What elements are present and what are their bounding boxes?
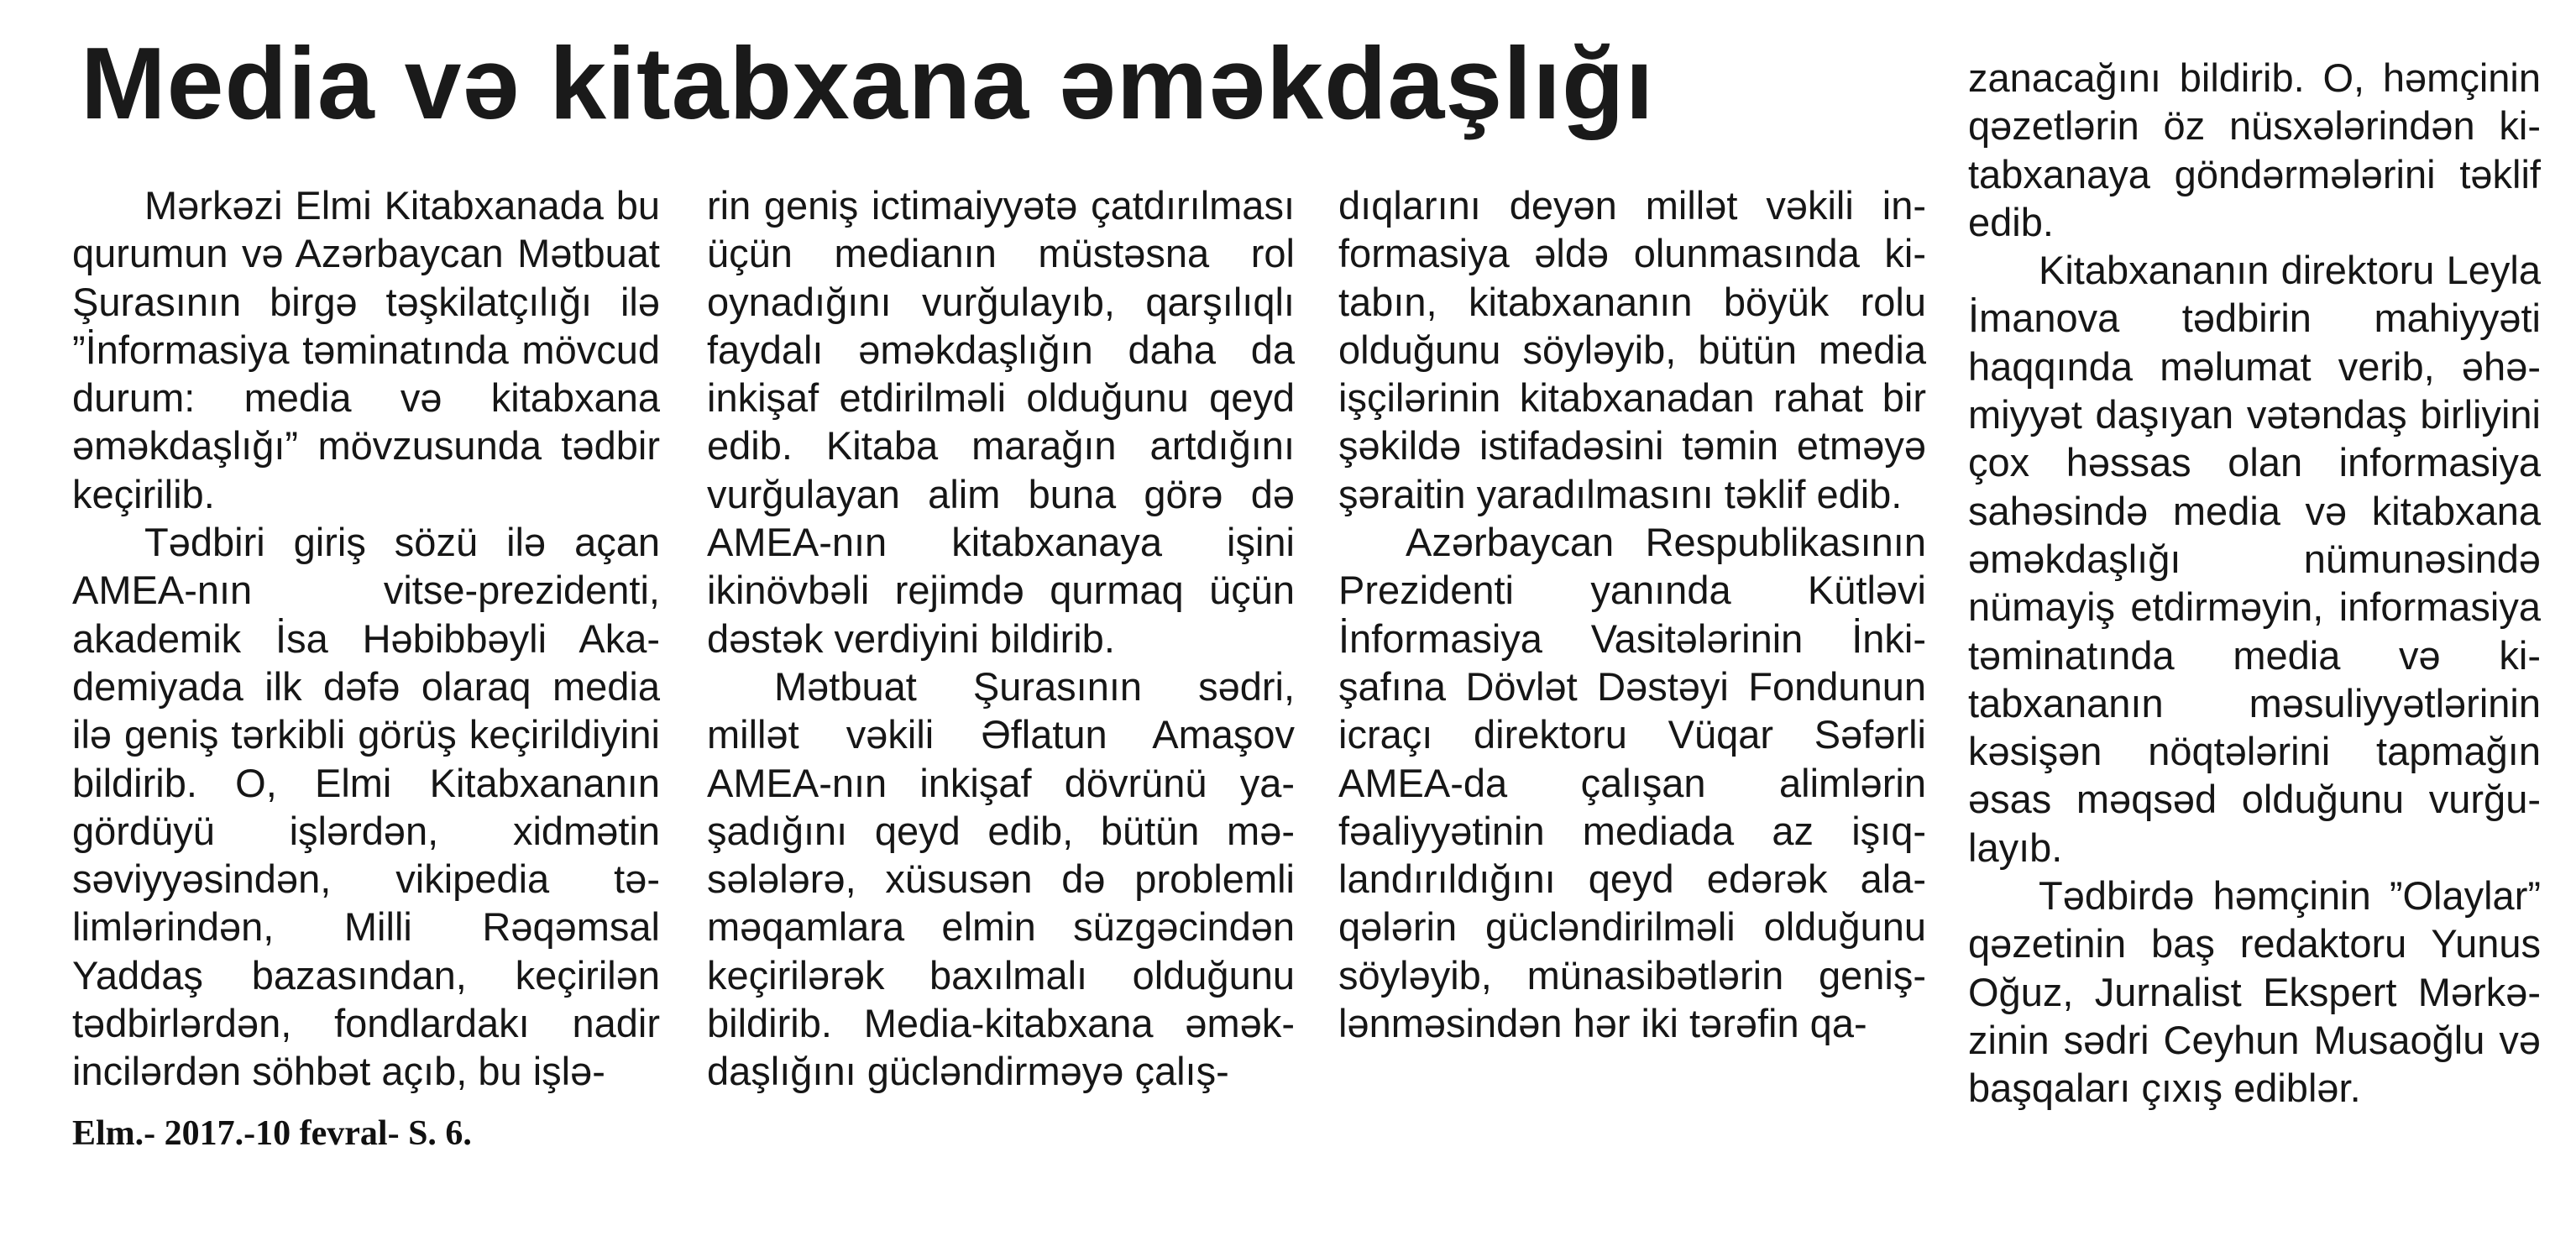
article-column-2 <box>707 181 1295 1094</box>
article-paragraph: Mətbuat Şurasının sədri, millət vəkili Əflatun Amaşov AMEA-nın inkişaf dövrünü yaşadığını qeyd edib, bütün məsələlərə, xüsusən də problemli məqamlara elmin süzgəcindən keçirilərək baxılmalı olduğunu bildirib. Media-kitabxana əməkdaşlığını gücləndirməyə çalış- <box>707 663 1295 1094</box>
article-title: Media və kitabxana əməkdaşlığı <box>81 26 1655 140</box>
article-paragraph: Tədbiri giriş sözü ilə açan AMEA-nın vitse-prezidenti, akademik İsa Həbibbəyli Akademiyada ilk dəfə olaraq media ilə geniş tərkibli görüş keçirildiyini bildirib. O, Elmi Kitabxananın gördüyü işlərdən, xidmətin səviyyəsindən, vikipedia təlimlərindən, Milli Rəqəmsal Yaddaş bazasından, keçirilən tədbirlərdən, fondlardakı nadir incilərdən söhbət açıb, bu işlə- <box>72 520 660 1094</box>
article-paragraph: Kitabxananın direktoru Leyla İmanova tədbirin mahiyyəti haqqında məlumat verib, əhəmiyyət daşıyan vətəndaş birliyini çox həssas olan informasiya sahəsində media və kitabxana əməkdaşlığı nümunəsində nümayiş etdirməyin, informasiya təminatında media və kitabxananın məsuliyyətlərinin kəsişən nöqtələrini tapmağın əsas məqsəd olduğunu vurğulayıb. <box>1968 248 2541 870</box>
article-paragraph: zanacağını bildirib. O, həmçinin qəzetlərin öz nüsxələrindən kitabxanaya göndərmələrini təklif edib. <box>1968 55 2541 244</box>
article-paragraph: Azərbaycan Respublikasının Prezidenti yanında Kütləvi İnformasiya Vasitələrinin İnkişafına Dövlət Dəstəyi Fondunun icraçı direktoru Vüqar Səfərli AMEA-da çalışan alimlərin fəaliyyətinin mediada az işıqlandırıldığını qeyd edərək alaqələrin gücləndirilməli olduğunu söyləyib, münasibətlərin genişlənməsindən hər iki tərəfin qa- <box>1338 520 1926 1046</box>
article-paragraph: dıqlarını deyən millət vəkili informasiya əldə olunmasında kitabın, kitabxananın böyük rolu olduğunu söyləyib, bütün media işçilərinin kitabxanadan rahat bir şəkildə istifadəsini təmin etməyə şəraitin yaradılmasını təklif edib. <box>1338 183 1926 516</box>
article-paragraph: Tədbirdə həmçinin ”Olaylar” qəzetinin baş redaktoru Yunus Oğuz, Jurnalist Ekspert Mərkəzinin sədri Ceyhun Musaoğlu və başqaları çıxış ediblər. <box>1968 873 2541 1111</box>
article-paragraph: rin geniş ictimaiyyətə çatdırılması üçün medianın müstəsna rol oynadığını vurğulayıb, qarşılıqlı faydalı əməkdaşlığın daha da inkişaf etdirilməli olduğunu qeyd edib. Kitaba marağın artdığını vurğulayan alim buna görə də AMEA-nın kitabxanaya işini ikinövbəli rejimdə qurmaq üçün dəstək verdiyini bildirib. <box>707 183 1295 661</box>
article-column-1 <box>72 181 660 1094</box>
article-column-4 <box>1968 54 2541 1111</box>
article-column-3 <box>1338 181 1926 1071</box>
article-paragraph: Mərkəzi Elmi Kitabxanada bu qurumun və Azərbaycan Mətbuat Şurasının birgə təşkilatçılığı ilə ”İnformasiya təminatında mövcud durum: media və kitabxana əməkdaşlığı” mövzusunda tədbir keçirilib. <box>72 183 660 516</box>
source-citation: Elm.- 2017.-10 fevral- S. 6. <box>72 1114 472 1153</box>
